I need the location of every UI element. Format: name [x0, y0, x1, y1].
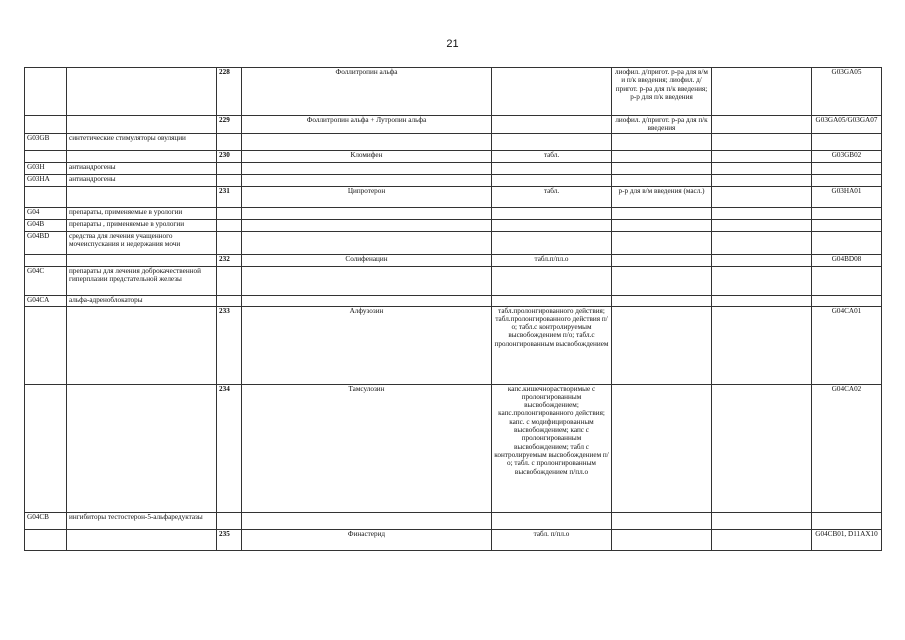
dosage-form-injection — [612, 512, 712, 529]
atc-group-code: G04B — [25, 219, 67, 231]
atc-group-code — [25, 529, 67, 550]
dosage-form — [492, 116, 612, 134]
dosage-form — [492, 207, 612, 219]
dosage-form-injection — [612, 306, 712, 384]
row-number — [217, 266, 242, 295]
row-number — [217, 231, 242, 254]
row-number — [217, 295, 242, 306]
atc-group-name: альфа-адреноблокаторы — [67, 295, 217, 306]
row-number: 232 — [217, 254, 242, 266]
atc-group-code: G04CB — [25, 512, 67, 529]
row-number — [217, 133, 242, 150]
drug-name: Алфузозин — [242, 306, 492, 384]
drug-name: Кломифен — [242, 150, 492, 162]
table-row — [25, 512, 882, 529]
atc-code — [812, 133, 882, 150]
atc-group-name: антиандрогены — [67, 162, 217, 174]
dosage-form — [492, 174, 612, 186]
dosage-form-injection — [612, 231, 712, 254]
dosage-form-injection — [612, 133, 712, 150]
note-cell — [712, 116, 812, 134]
table-row — [25, 295, 882, 306]
dosage-form-injection: р-р для в/м введения (масл.) — [612, 186, 712, 207]
row-number — [217, 219, 242, 231]
note-cell — [712, 529, 812, 550]
page-number: 21 — [446, 38, 459, 50]
drug-name — [242, 512, 492, 529]
dosage-form: табл.п/пл.о — [492, 254, 612, 266]
drug-name — [242, 295, 492, 306]
dosage-form: табл. — [492, 186, 612, 207]
atc-group-code — [25, 254, 67, 266]
note-cell — [712, 384, 812, 512]
dosage-form — [492, 231, 612, 254]
atc-group-code: G04CA — [25, 295, 67, 306]
dosage-form: капс.кишечнорастворимые с пролонгированным высвобождением; капс.пролонгированного действия; капс. с модифицированным высвобождением; капс с пролонгированным высвобождением; табл с контролируемым высвобождением п/о; табл. с пролонгированным высвобождением п/пл.о — [492, 384, 612, 512]
note-cell — [712, 512, 812, 529]
dosage-form — [492, 266, 612, 295]
atc-group-code: G04C — [25, 266, 67, 295]
atc-group-code — [25, 384, 67, 512]
atc-group-code: G03HA — [25, 174, 67, 186]
note-cell — [712, 150, 812, 162]
row-number: 234 — [217, 384, 242, 512]
atc-code: G03GA05/G03GA07 — [812, 116, 882, 134]
row-number — [217, 512, 242, 529]
note-cell — [712, 207, 812, 219]
atc-group-name: синтетические стимуляторы овуляции — [67, 133, 217, 150]
atc-code — [812, 207, 882, 219]
note-cell — [712, 306, 812, 384]
atc-group-code — [25, 68, 67, 116]
atc-group-code: G03GB — [25, 133, 67, 150]
row-number — [217, 162, 242, 174]
atc-code — [812, 219, 882, 231]
drug-list-table — [24, 67, 882, 551]
dosage-form-injection — [612, 529, 712, 550]
atc-code — [812, 231, 882, 254]
note-cell — [712, 162, 812, 174]
row-number: 229 — [217, 116, 242, 134]
atc-group-code: G04 — [25, 207, 67, 219]
atc-code — [812, 266, 882, 295]
atc-group-code — [25, 186, 67, 207]
table-row — [25, 186, 882, 207]
dosage-form: табл. — [492, 150, 612, 162]
atc-group-name: ингибиторы тестостерон-5-альфаредуктазы — [67, 512, 217, 529]
drug-name: Тамсулозин — [242, 384, 492, 512]
table-row — [25, 231, 882, 254]
row-number — [217, 174, 242, 186]
drug-name — [242, 266, 492, 295]
drug-name — [242, 219, 492, 231]
atc-code: G04CA01 — [812, 306, 882, 384]
atc-group-name: препараты , применяемые в урологии — [67, 219, 217, 231]
dosage-form-injection: лиофил. д/пригот. р-ра для п/к введения — [612, 116, 712, 134]
drug-name: Ципротерон — [242, 186, 492, 207]
row-number — [217, 207, 242, 219]
dosage-form-injection — [612, 254, 712, 266]
table-row — [25, 162, 882, 174]
atc-code — [812, 162, 882, 174]
note-cell — [712, 174, 812, 186]
atc-code: G04BD08 — [812, 254, 882, 266]
drug-name — [242, 231, 492, 254]
table-row — [25, 306, 882, 384]
drug-name — [242, 207, 492, 219]
row-number: 230 — [217, 150, 242, 162]
dosage-form-injection — [612, 174, 712, 186]
table-row — [25, 384, 882, 512]
dosage-form — [492, 68, 612, 116]
note-cell — [712, 266, 812, 295]
atc-group-code — [25, 150, 67, 162]
drug-name — [242, 133, 492, 150]
atc-group-name — [67, 254, 217, 266]
dosage-form: табл. п/пл.о — [492, 529, 612, 550]
table-row — [25, 150, 882, 162]
dosage-form-injection — [612, 266, 712, 295]
dosage-form — [492, 295, 612, 306]
dosage-form — [492, 512, 612, 529]
row-number: 235 — [217, 529, 242, 550]
dosage-form-injection — [612, 150, 712, 162]
atc-group-code: G03H — [25, 162, 67, 174]
atc-group-name — [67, 186, 217, 207]
note-cell — [712, 295, 812, 306]
note-cell — [712, 186, 812, 207]
dosage-form-injection — [612, 162, 712, 174]
atc-group-name — [67, 529, 217, 550]
atc-group-code: G04BD — [25, 231, 67, 254]
atc-code: G03GA05 — [812, 68, 882, 116]
atc-group-name — [67, 384, 217, 512]
atc-code: G03HA01 — [812, 186, 882, 207]
dosage-form — [492, 219, 612, 231]
table-row — [25, 529, 882, 550]
note-cell — [712, 219, 812, 231]
atc-group-name: антиандрогены — [67, 174, 217, 186]
drug-name: Солифенацин — [242, 254, 492, 266]
drug-name — [242, 162, 492, 174]
dosage-form-injection — [612, 219, 712, 231]
note-cell — [712, 231, 812, 254]
drug-name — [242, 174, 492, 186]
dosage-form-injection — [612, 207, 712, 219]
atc-group-name — [67, 150, 217, 162]
dosage-form: табл.пролонгированного действия; табл.пролонгированного действия п/о; табл.с контролируемым высвобождением п/о; табл.с пролонгированным высвобождением — [492, 306, 612, 384]
drug-name: Финастерид — [242, 529, 492, 550]
note-cell — [712, 133, 812, 150]
atc-group-name — [67, 116, 217, 134]
atc-code: G03GB02 — [812, 150, 882, 162]
table-row — [25, 266, 882, 295]
row-number: 228 — [217, 68, 242, 116]
atc-group-code — [25, 306, 67, 384]
atc-code — [812, 295, 882, 306]
row-number: 231 — [217, 186, 242, 207]
table-row — [25, 207, 882, 219]
table-row — [25, 68, 882, 116]
dosage-form-injection: лиофил. д/пригот. р-ра для в/м и п/к введения; лиофил. д/пригот. р-ра для п/к введения; р-р для п/к введения — [612, 68, 712, 116]
dosage-form — [492, 162, 612, 174]
atc-group-name: препараты для лечения доброкачественной гиперплазии предстательной железы — [67, 266, 217, 295]
drug-name: Фоллитропин альфа + Лутропин альфа — [242, 116, 492, 134]
note-cell — [712, 68, 812, 116]
dosage-form — [492, 133, 612, 150]
dosage-form-injection — [612, 295, 712, 306]
note-cell — [712, 254, 812, 266]
atc-code: G04CB01, D11AX10 — [812, 529, 882, 550]
dosage-form-injection — [612, 384, 712, 512]
atc-code — [812, 512, 882, 529]
table-row — [25, 174, 882, 186]
table-row — [25, 116, 882, 134]
atc-group-name: препараты, применяемые в урологии — [67, 207, 217, 219]
table-row — [25, 219, 882, 231]
atc-code — [812, 174, 882, 186]
row-number: 233 — [217, 306, 242, 384]
table-row — [25, 133, 882, 150]
atc-group-name: средства для лечения учащенного мочеиспускания и недержания мочи — [67, 231, 217, 254]
drug-name: Фоллитропин альфа — [242, 68, 492, 116]
atc-group-code — [25, 116, 67, 134]
atc-code: G04CA02 — [812, 384, 882, 512]
table-row — [25, 254, 882, 266]
atc-group-name — [67, 306, 217, 384]
atc-group-name — [67, 68, 217, 116]
